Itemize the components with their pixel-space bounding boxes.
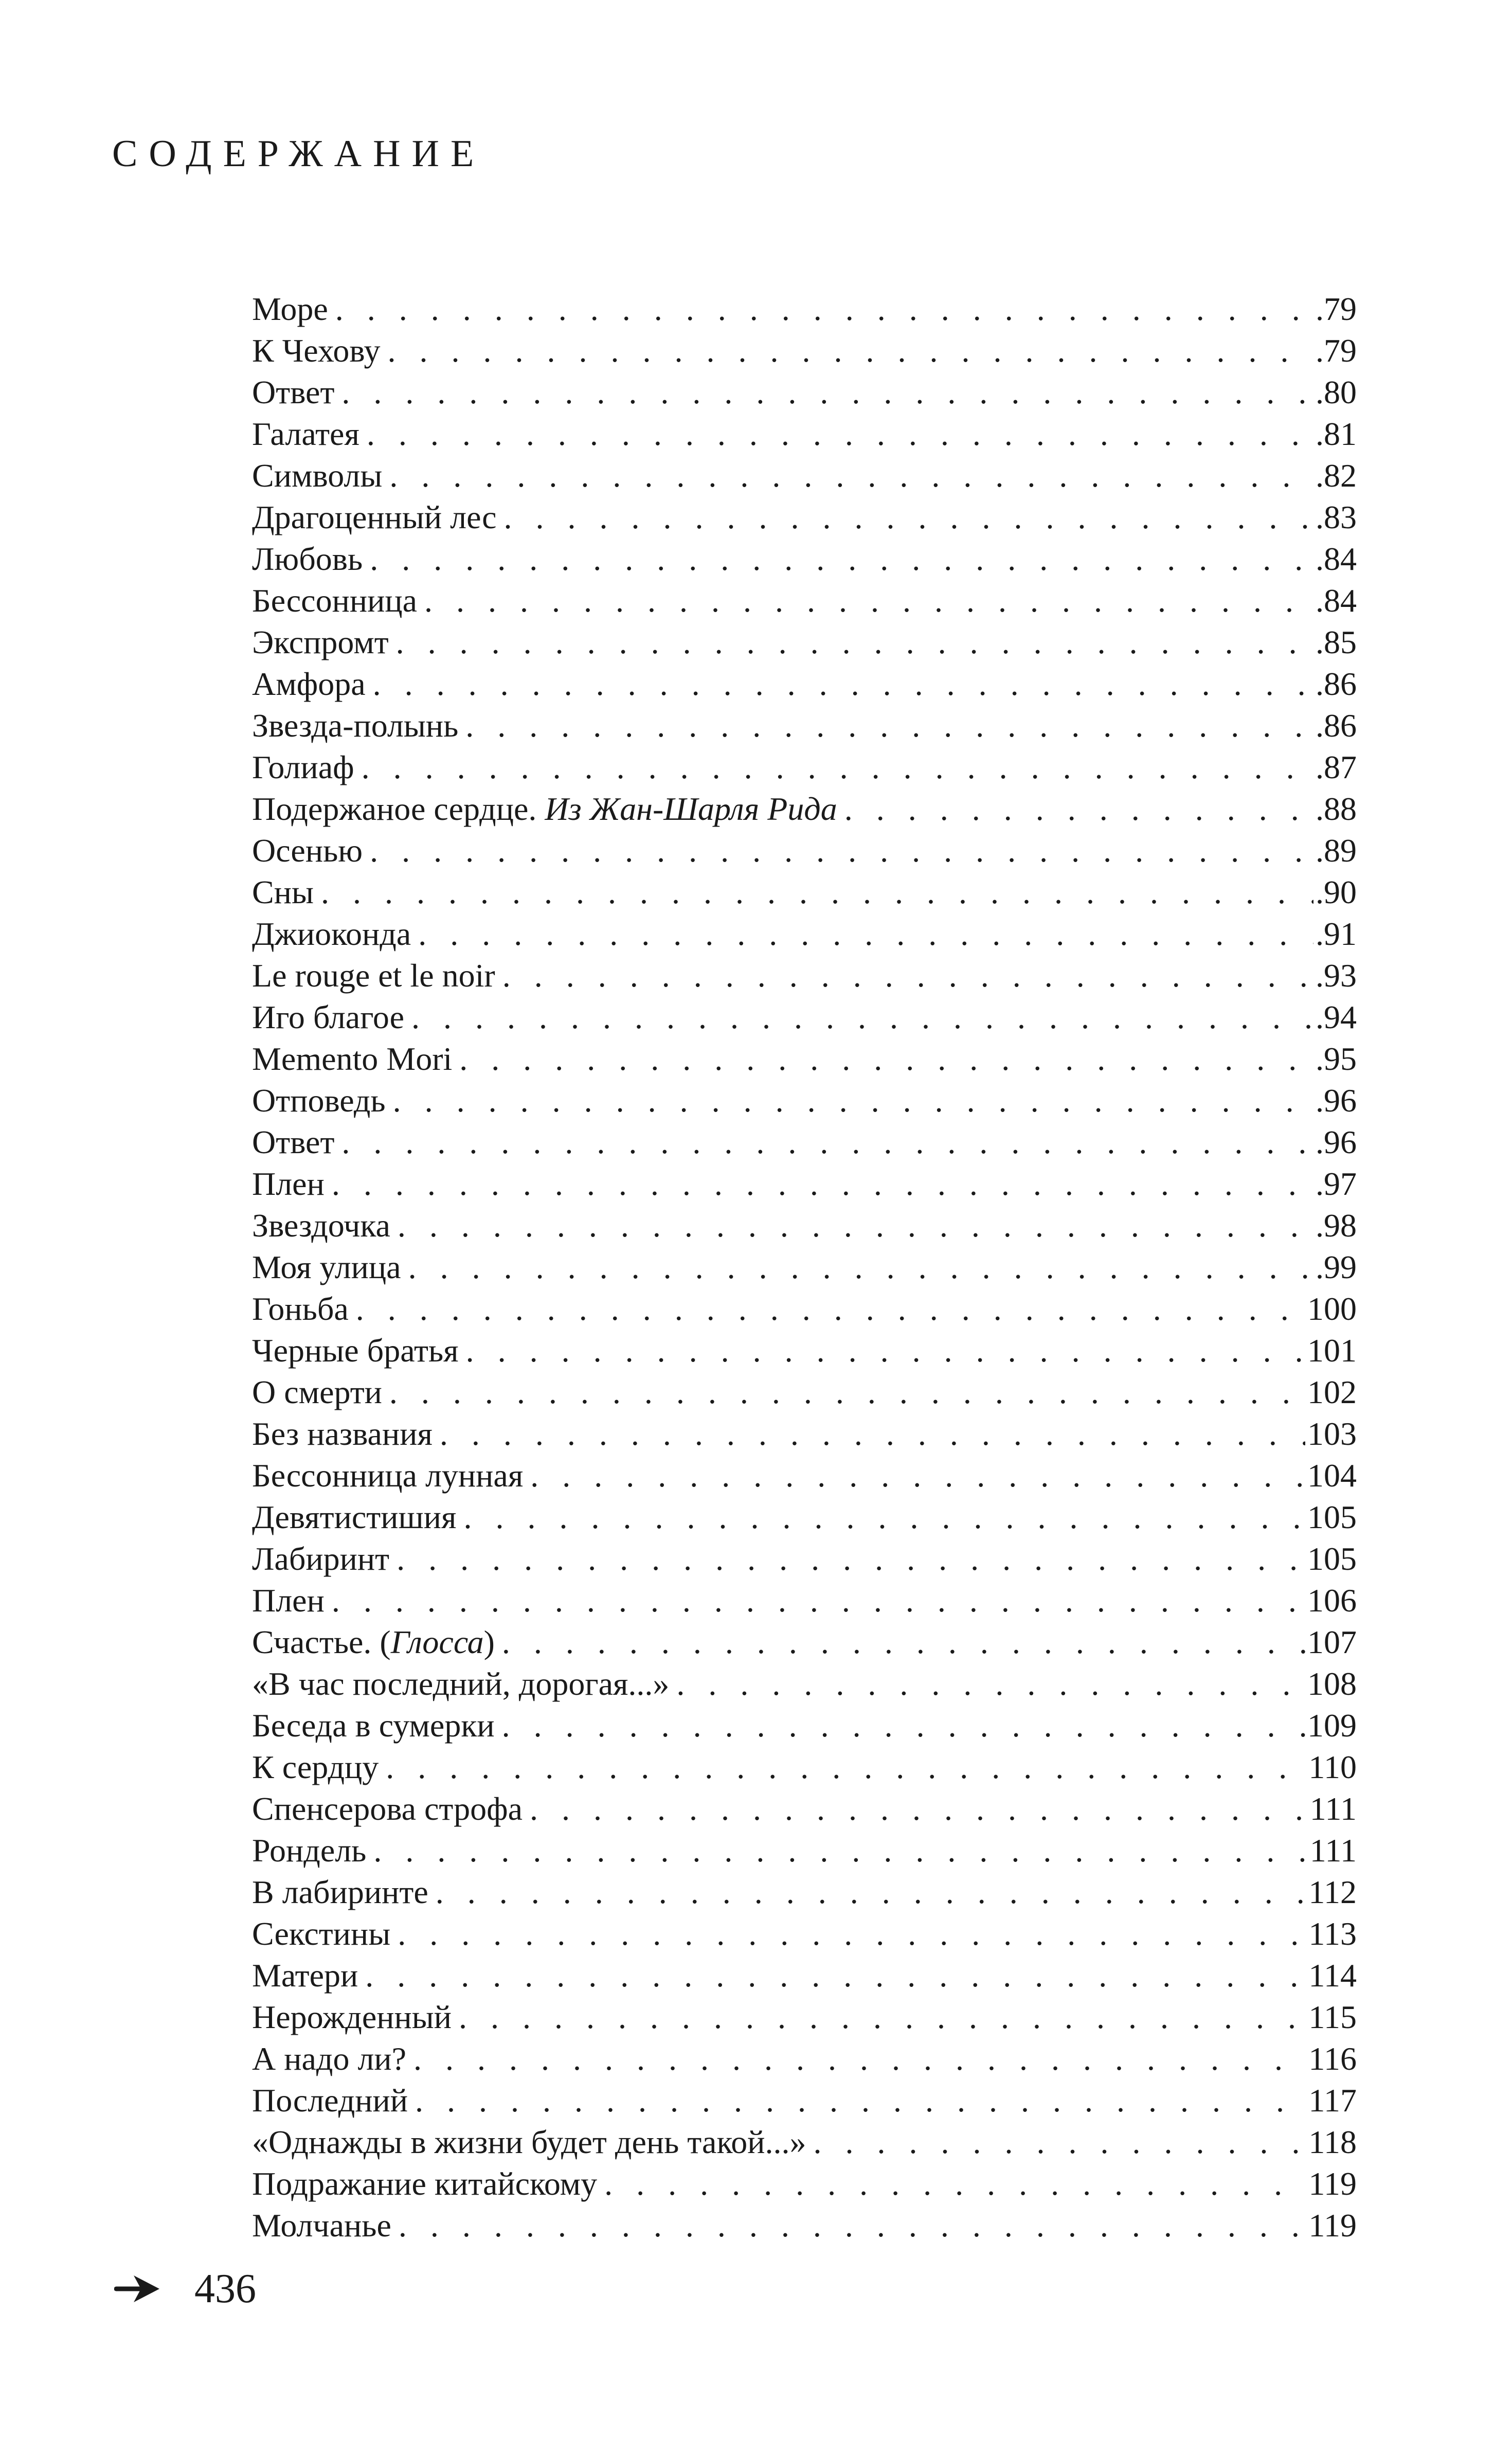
dot-leader <box>341 1121 1313 1163</box>
dot-leader <box>367 413 1313 455</box>
toc-entry <box>252 455 1357 496</box>
dot-leader <box>408 1246 1313 1288</box>
toc-entry-title-text: Последний <box>252 2082 408 2119</box>
toc-entry-title <box>252 1580 332 1621</box>
dot-leader <box>373 663 1313 705</box>
toc-entry-title <box>252 1288 356 1330</box>
toc-entry <box>252 705 1357 746</box>
toc-entry-title-text: Плен <box>252 1166 325 1202</box>
toc-entry-page: 101 <box>1307 1332 1357 1369</box>
toc-entry <box>252 1163 1357 1205</box>
dot-leader <box>844 788 1313 830</box>
toc-entry-page: .96 <box>1316 1124 1357 1160</box>
toc-entry <box>252 1871 1357 1913</box>
dot-leader <box>604 2163 1306 2204</box>
toc-entry <box>252 913 1357 955</box>
dot-leader <box>398 1913 1306 1955</box>
toc-entry <box>252 1913 1357 1955</box>
toc-entry-title-text: Иго благое <box>252 999 405 1035</box>
dot-leader <box>399 2204 1307 2246</box>
toc-entry <box>252 1496 1357 1538</box>
toc-entry-title <box>252 1080 393 1121</box>
toc-entry-title <box>252 1663 676 1705</box>
toc-entry <box>252 1246 1357 1288</box>
toc-entry <box>252 496 1357 538</box>
dot-leader <box>356 1288 1305 1330</box>
toc-entry-page: 119 <box>1308 2207 1357 2244</box>
toc-entry-page: 116 <box>1308 2040 1357 2077</box>
toc-entry-title <box>252 288 335 330</box>
toc-entry-page: .86 <box>1316 666 1357 702</box>
toc-entry-page: 117 <box>1308 2082 1357 2119</box>
toc-entry-page: .83 <box>1316 499 1357 535</box>
toc-entry-title <box>252 1496 463 1538</box>
toc-entry-title-text: Матери <box>252 1957 358 1994</box>
toc-entry-title <box>252 830 370 871</box>
toc-entry-title <box>252 1871 436 1913</box>
toc-entry <box>252 413 1357 455</box>
toc-entry-page: .90 <box>1316 874 1357 910</box>
toc-entry-page: .95 <box>1316 1041 1357 1077</box>
toc-entry-title-text: Лабиринт <box>252 1540 390 1577</box>
toc-entry-page: .86 <box>1316 707 1357 744</box>
toc-entry-page: .81 <box>1316 416 1357 452</box>
toc-entry-page: .85 <box>1316 624 1357 660</box>
toc-entry <box>252 1621 1357 1663</box>
toc-entry-title <box>252 1746 386 1788</box>
toc-entry-title-text: Драгоценный лес <box>252 499 497 535</box>
toc-entry-title-text: Символы <box>252 457 383 494</box>
dot-leader <box>530 1788 1308 1830</box>
toc-entry-title <box>252 1913 398 1955</box>
toc-entry-title-text: Счастье. ( <box>252 1624 391 1660</box>
toc-entry-title <box>252 1621 502 1663</box>
toc-entry <box>252 746 1357 788</box>
toc-entry-title <box>252 1121 341 1163</box>
toc-entry <box>252 1371 1357 1413</box>
dot-leader <box>459 1038 1313 1080</box>
toc-entry-title-text: О смерти <box>252 1374 382 1410</box>
toc-entry <box>252 2163 1357 2204</box>
toc-entry-page: .84 <box>1316 582 1357 619</box>
toc-entry-title <box>252 1330 466 1371</box>
toc-entry-title-text: В лабиринте <box>252 1874 428 1910</box>
toc-entry-page: .79 <box>1316 291 1357 327</box>
toc-entry-page: .87 <box>1316 749 1357 785</box>
toc-entry <box>252 1705 1357 1746</box>
toc-entry <box>252 2080 1357 2121</box>
toc-entry-page: .94 <box>1316 999 1357 1035</box>
toc-entry <box>252 1955 1357 1996</box>
toc-entry-page: .89 <box>1316 832 1357 869</box>
dot-leader <box>365 1955 1306 1996</box>
toc-entry-title <box>252 1371 389 1413</box>
toc-entry-title <box>252 2121 814 2163</box>
toc-entry-title <box>252 538 370 580</box>
toc-entry-page: 105 <box>1307 1540 1357 1577</box>
toc-entry <box>252 663 1357 705</box>
toc-entry-title-text: Рондель <box>252 1832 367 1869</box>
toc-entry-title-text: Плен <box>252 1582 325 1619</box>
toc-entry-title <box>252 413 367 455</box>
toc-entry-title <box>252 2163 604 2204</box>
toc-entry-title <box>252 1705 502 1746</box>
toc-entry <box>252 1746 1357 1788</box>
toc-entry-title <box>252 455 389 496</box>
toc-entry <box>252 1330 1357 1371</box>
toc-entry-title-text: Спенсерова строфа <box>252 1790 523 1827</box>
toc-entry <box>252 1580 1357 1621</box>
toc-entry-page: .84 <box>1316 541 1357 577</box>
toc-entry-title-text: Амфора <box>252 666 366 702</box>
toc-entry-page: 111 <box>1309 1832 1357 1869</box>
dot-leader <box>335 288 1313 330</box>
toc-entry-title-text: Голиаф <box>252 749 354 785</box>
toc-entry <box>252 538 1357 580</box>
toc-entry-title <box>252 955 502 996</box>
dot-leader <box>676 1663 1305 1705</box>
toc-entry-title <box>252 1413 440 1455</box>
toc-entry <box>252 1455 1357 1496</box>
toc-entry <box>252 1538 1357 1580</box>
toc-entry <box>252 1205 1357 1246</box>
toc-entry-title-text: Галатея <box>252 416 359 452</box>
toc-entry-page: .98 <box>1316 1207 1357 1244</box>
toc-entry <box>252 1413 1357 1455</box>
toc-entry <box>252 1996 1357 2038</box>
toc-entry-page: 109 <box>1307 1707 1357 1744</box>
toc-entry-page: 113 <box>1308 1915 1357 1952</box>
toc-entry-title-text: Звезда-полынь <box>252 707 459 744</box>
arrow-right-icon <box>114 2272 164 2305</box>
toc-entry-page: 103 <box>1307 1415 1357 1452</box>
toc-entry-title <box>252 1788 530 1830</box>
dot-leader <box>393 1080 1313 1121</box>
toc-entry-title <box>252 1163 332 1205</box>
toc-entry-title <box>252 2038 413 2080</box>
toc-entry-title-text: Молчанье <box>252 2207 391 2244</box>
toc-entry <box>252 1288 1357 1330</box>
toc-entry-title-text: К сердцу <box>252 1749 379 1785</box>
dot-leader <box>502 1621 1305 1663</box>
toc-entry-title <box>252 371 341 413</box>
dot-leader <box>370 538 1313 580</box>
dot-leader <box>530 1455 1305 1496</box>
toc-entry-title <box>252 871 321 913</box>
toc-entry-page: 102 <box>1307 1374 1357 1410</box>
toc-entry-title-text: Ответ <box>252 1124 335 1160</box>
dot-leader <box>332 1163 1313 1205</box>
dot-leader <box>411 996 1313 1038</box>
dot-leader <box>436 1871 1307 1913</box>
toc-entry-page: 100 <box>1307 1290 1357 1327</box>
toc-entry-page: 111 <box>1309 1790 1357 1827</box>
toc-entry-title-text: Экспромт <box>252 624 389 660</box>
toc-entry-title <box>252 788 844 830</box>
dot-leader <box>463 1496 1305 1538</box>
toc-entry-title-text: «Однажды в жизни будет день такой...» <box>252 2124 806 2160</box>
toc-entry-title-text: Море <box>252 291 328 327</box>
toc-entry-title-text: Подержаное сердце. <box>252 791 537 827</box>
toc-entry <box>252 330 1357 371</box>
toc-entry-title-text: Бессонница лунная <box>252 1457 524 1494</box>
toc-entry-title-text: Ответ <box>252 374 335 410</box>
dot-leader <box>398 1205 1313 1246</box>
toc-entry-title <box>252 1246 408 1288</box>
toc-entry-page: 118 <box>1308 2124 1357 2160</box>
page-footer <box>114 2268 256 2309</box>
toc-entry-title <box>252 705 465 746</box>
dot-leader <box>413 2038 1306 2080</box>
toc-entry-page: .82 <box>1316 457 1357 494</box>
toc-entry-title-text: А надо ли? <box>252 2040 407 2077</box>
dot-leader <box>502 1705 1305 1746</box>
dot-leader <box>418 913 1313 955</box>
toc-entry <box>252 371 1357 413</box>
toc-entry-title-text: Беседа в сумерки <box>252 1707 495 1744</box>
toc-entry-page: .99 <box>1316 1249 1357 1285</box>
toc-entry <box>252 1663 1357 1705</box>
toc-entry-title <box>252 663 373 705</box>
toc-entry <box>252 1038 1357 1080</box>
toc-entry <box>252 2038 1357 2080</box>
toc-entry-title <box>252 1996 459 2038</box>
toc-entry <box>252 996 1357 1038</box>
toc-entry <box>252 2121 1357 2163</box>
dot-leader <box>362 746 1313 788</box>
toc-entry <box>252 2204 1357 2246</box>
toc-entry-title-text: Моя улица <box>252 1249 401 1285</box>
dot-leader <box>386 1746 1306 1788</box>
dot-leader <box>814 2121 1307 2163</box>
toc-entry-title-text: Memento Mori <box>252 1041 453 1077</box>
toc-entry-title-text: Секстины <box>252 1915 391 1952</box>
toc-entry-page: .88 <box>1316 791 1357 827</box>
dot-leader <box>332 1580 1305 1621</box>
toc-entry-title <box>252 996 411 1038</box>
toc-entry-page: 104 <box>1307 1457 1357 1494</box>
toc-entry <box>252 621 1357 663</box>
page-title: СОДЕРЖАНИЕ <box>112 133 485 175</box>
toc-entry-page: 105 <box>1307 1499 1357 1535</box>
dot-leader <box>440 1413 1305 1455</box>
toc-entry-title-text: Le rouge et le noir <box>252 957 495 994</box>
toc-entry <box>252 871 1357 913</box>
toc-entry-page: 106 <box>1307 1582 1357 1619</box>
dot-leader <box>370 830 1313 871</box>
toc-entry <box>252 788 1357 830</box>
toc-entry-page: 110 <box>1308 1749 1357 1785</box>
toc-entry-title-text: Сны <box>252 874 314 910</box>
toc-entry-title <box>252 1830 373 1871</box>
toc-entry-title <box>252 1205 398 1246</box>
toc-entry-title-text: Без названия <box>252 1415 433 1452</box>
toc-entry-page: .91 <box>1316 916 1357 952</box>
dot-leader <box>502 955 1313 996</box>
toc-entry-title <box>252 2080 415 2121</box>
dot-leader <box>415 2080 1306 2121</box>
toc-entry-subtitle: Из Жан-Шарля Рида <box>545 791 837 827</box>
toc-entry <box>252 830 1357 871</box>
toc-entry-page: .79 <box>1316 332 1357 369</box>
dot-leader <box>396 621 1313 663</box>
toc-entry <box>252 1830 1357 1871</box>
toc-entry-title-text: Бессонница <box>252 582 417 619</box>
dot-leader <box>503 496 1313 538</box>
dot-leader <box>387 330 1313 371</box>
dot-leader <box>459 1996 1306 2038</box>
dot-leader <box>466 1330 1305 1371</box>
toc-entry-title <box>252 1538 397 1580</box>
toc-entry-title-text: Любовь <box>252 541 363 577</box>
toc-entry-page: .97 <box>1316 1166 1357 1202</box>
toc-entry-title <box>252 496 503 538</box>
dot-leader <box>424 580 1313 621</box>
toc-entry-page: .96 <box>1316 1082 1357 1119</box>
toc-entry-title <box>252 746 362 788</box>
dot-leader <box>397 1538 1305 1580</box>
toc-entry-suffix: ) <box>483 1624 495 1660</box>
dot-leader <box>321 871 1313 913</box>
toc-entry-title <box>252 621 396 663</box>
dot-leader <box>389 455 1313 496</box>
toc-entry-title-text: Подражание китайскому <box>252 2165 598 2202</box>
toc-entry-title-text: Джиоконда <box>252 916 411 952</box>
toc-entry-title-text: «В час последний, дорогая...» <box>252 1665 670 1702</box>
toc-entry-title <box>252 580 424 621</box>
dot-leader <box>341 371 1313 413</box>
toc-entry-title <box>252 1955 365 1996</box>
toc-entry-title-text: Отповедь <box>252 1082 386 1119</box>
toc-entry-title <box>252 330 387 371</box>
toc-entry-title-text: К Чехову <box>252 332 381 369</box>
table-of-contents <box>252 288 1357 2246</box>
toc-entry-title <box>252 1455 530 1496</box>
toc-entry <box>252 288 1357 330</box>
dot-leader <box>389 1371 1305 1413</box>
toc-entry-page: 107 <box>1307 1624 1357 1660</box>
toc-entry-title-text: Черные братья <box>252 1332 459 1369</box>
toc-entry-page: 119 <box>1308 2165 1357 2202</box>
toc-entry-title-text: Гоньба <box>252 1290 349 1327</box>
toc-entry-title <box>252 1038 459 1080</box>
dot-leader <box>465 705 1313 746</box>
toc-entry <box>252 1080 1357 1121</box>
toc-entry-page: .93 <box>1316 957 1357 994</box>
toc-entry-title-text: Девятистишия <box>252 1499 457 1535</box>
toc-entry <box>252 1788 1357 1830</box>
toc-entry <box>252 1121 1357 1163</box>
toc-entry-page: 108 <box>1307 1665 1357 1702</box>
dot-leader <box>373 1830 1307 1871</box>
toc-entry-title-text: Звездочка <box>252 1207 390 1244</box>
toc-entry-title-text: Осенью <box>252 832 363 869</box>
page-number: 436 <box>194 2266 256 2311</box>
toc-entry <box>252 580 1357 621</box>
toc-entry-page: 112 <box>1308 1874 1357 1910</box>
toc-entry-title <box>252 2204 399 2246</box>
toc-entry-page: .80 <box>1316 374 1357 410</box>
toc-entry-title <box>252 913 418 955</box>
toc-entry-page: 114 <box>1308 1957 1357 1994</box>
toc-entry-subtitle: Глосса <box>390 1624 484 1660</box>
toc-entry-page: 115 <box>1308 1999 1357 2035</box>
toc-entry-title-text: Нерожденный <box>252 1999 452 2035</box>
toc-entry <box>252 955 1357 996</box>
